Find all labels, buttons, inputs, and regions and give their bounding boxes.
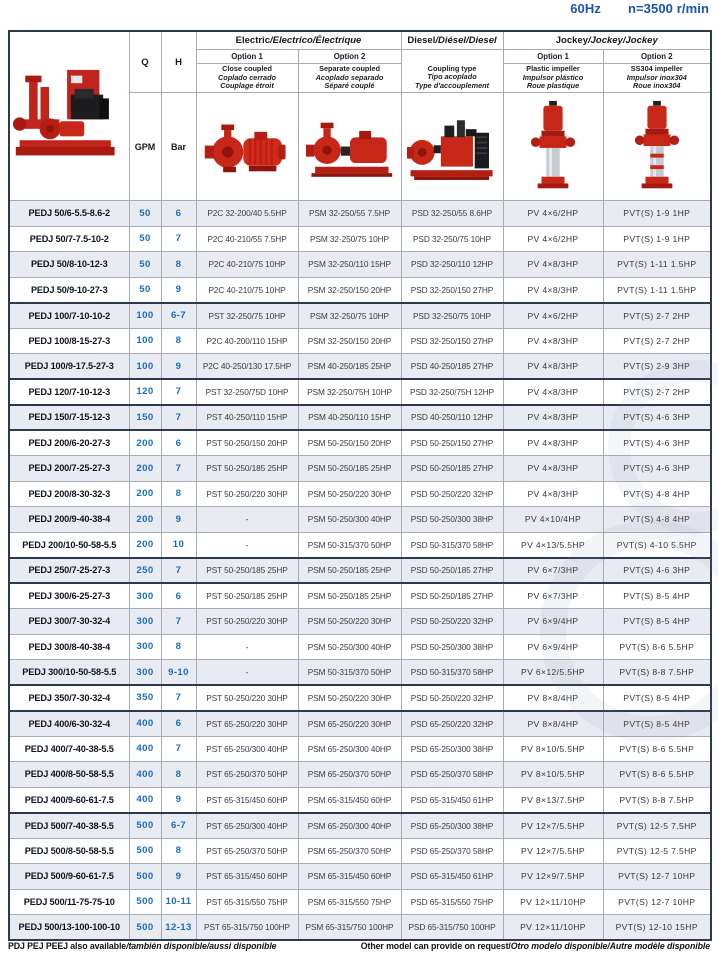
model-cell: PEDJ 400/8-50-58-5.5 — [9, 762, 129, 788]
q-value-cell: 500 — [129, 864, 161, 890]
electric-option1-cell: P2C 40-210/75 10HP — [196, 277, 298, 303]
electric-option1-cell: PST 50-250/220 30HP — [196, 685, 298, 711]
table-row — [9, 456, 711, 482]
model-cell: PEDJ 50/9-10-27-3 — [9, 277, 129, 303]
q-value-cell: 250 — [129, 558, 161, 584]
jockey-option2-cell: PVT(S) 8-6 5.5HP — [603, 634, 711, 660]
table-row — [9, 685, 711, 711]
q-value-cell: 400 — [129, 711, 161, 737]
q-value-cell: 400 — [129, 736, 161, 762]
jockey-ss304-photo-cell — [603, 93, 711, 201]
q-value-cell: 300 — [129, 609, 161, 635]
electric-option1-cell: PST 50-250/185 25HP — [196, 583, 298, 609]
electric-option1-cell: PST 50-250/220 30HP — [196, 609, 298, 635]
table-row — [9, 634, 711, 660]
jockey-option1-cell: PV 4×8/3HP — [503, 354, 603, 380]
table-row — [9, 558, 711, 584]
page-header-info — [570, 1, 709, 16]
jockey-option1-cell: PV 4×10/4HP — [503, 507, 603, 533]
footer-notes — [8, 941, 710, 951]
h-value-cell: 7 — [161, 685, 196, 711]
electric-option1-cell: PST 65-250/300 40HP — [196, 813, 298, 839]
electric-group-header: Electric/Electrico/Électrique — [196, 31, 401, 50]
h-value-cell: 7 — [161, 456, 196, 482]
table-row — [9, 864, 711, 890]
jockey-option2-cell: PVT(S) 8-6 5.5HP — [603, 736, 711, 762]
q-value-cell: 100 — [129, 328, 161, 354]
coupling-type-description: Coupling type Tipo acoplado Type d'accouplement — [401, 64, 503, 93]
jockey-option1-cell: PV 8×8/4HP — [503, 685, 603, 711]
h-value-cell: 12-13 — [161, 915, 196, 941]
table-row — [9, 252, 711, 278]
jockey-option2-cell: PVT(S) 8-8 7.5HP — [603, 660, 711, 686]
jockey-ss304-pump-photo — [630, 99, 684, 195]
table-row — [9, 711, 711, 737]
jockey-option2-cell: PVT(S) 2-9 3HP — [603, 354, 711, 380]
h-value-cell: 9 — [161, 507, 196, 533]
electric-option2-cell: PSM 50-250/220 30HP — [298, 609, 401, 635]
diesel-cell: PSD 40-250/185 27HP — [401, 354, 503, 380]
electric-option2-cell: PSM 50-315/370 50HP — [298, 660, 401, 686]
h-value-cell: 8 — [161, 328, 196, 354]
table-row — [9, 838, 711, 864]
spec-table-body — [9, 201, 711, 941]
diesel-cell: PSD 50-250/150 27HP — [401, 430, 503, 456]
diesel-cell: PSD 50-315/370 58HP — [401, 660, 503, 686]
diesel-cell: PSD 32-250/75 10HP — [401, 226, 503, 252]
q-value-cell: 100 — [129, 354, 161, 380]
q-value-cell: 500 — [129, 838, 161, 864]
q-value-cell: 100 — [129, 303, 161, 329]
gpm-unit-header: GPM — [129, 93, 161, 201]
diesel-cell: PSD 32-250/55 8.6HP — [401, 201, 503, 227]
electric-option2-cell: PSM 40-250/110 15HP — [298, 405, 401, 431]
model-cell: PEDJ 200/8-30-32-3 — [9, 481, 129, 507]
electric-option2-cell: PSM 32-250/110 15HP — [298, 252, 401, 278]
electric-option2-cell: PSM 65-250/300 40HP — [298, 813, 401, 839]
table-row — [9, 787, 711, 813]
model-cell: PEDJ 350/7-30-32-4 — [9, 685, 129, 711]
electric-option1-cell: - — [196, 507, 298, 533]
h-value-cell: 9 — [161, 787, 196, 813]
electric-option1-cell: - — [196, 532, 298, 558]
jockey-option1-cell: PV 6×7/3HP — [503, 558, 603, 584]
pump-spec-table — [8, 30, 712, 941]
jockey-option1-cell: PV 4×8/3HP — [503, 405, 603, 431]
separate-coupled-pump-photo — [303, 108, 397, 186]
electric-option1-cell: PST 50-250/185 25HP — [196, 558, 298, 584]
jockey-option1-cell: PV 4×6/2HP — [503, 303, 603, 329]
electric-option2-header: Option 2 — [298, 50, 401, 64]
model-cell: PEDJ 500/11-75-75-10 — [9, 889, 129, 915]
jockey-option2-cell: PVT(S) 1-9 1HP — [603, 201, 711, 227]
table-row — [9, 583, 711, 609]
q-value-cell: 500 — [129, 813, 161, 839]
electric-option2-cell: PSM 50-250/185 25HP — [298, 558, 401, 584]
electric-option2-cell: PSM 40-250/185 25HP — [298, 354, 401, 380]
jockey-option2-cell: PVT(S) 1-11 1.5HP — [603, 252, 711, 278]
jockey-option2-cell: PVT(S) 8-5 4HP — [603, 583, 711, 609]
table-row — [9, 532, 711, 558]
table-row — [9, 915, 711, 941]
electric-option2-cell: PSM 65-250/220 30HP — [298, 711, 401, 737]
h-value-cell: 8 — [161, 838, 196, 864]
electric-option2-cell: PSM 50-250/300 40HP — [298, 507, 401, 533]
electric-option1-cell: PST 65-315/750 100HP — [196, 915, 298, 941]
diesel-cell: PSD 32-250/110 12HP — [401, 252, 503, 278]
bar-unit-header: Bar — [161, 93, 196, 201]
h-value-cell: 6-7 — [161, 813, 196, 839]
jockey-option2-cell: PVT(S) 2-7 2HP — [603, 328, 711, 354]
jockey-option2-cell: PVT(S) 8-8 7.5HP — [603, 787, 711, 813]
jockey-option2-header: Option 2 — [603, 50, 711, 64]
jockey-option2-cell: PVT(S) 12-7 10HP — [603, 864, 711, 890]
model-cell: PEDJ 400/6-30-32-4 — [9, 711, 129, 737]
jockey-option2-cell: PVT(S) 8-6 5.5HP — [603, 762, 711, 788]
jockey-option2-cell: PVT(S) 1-9 1HP — [603, 226, 711, 252]
electric-option2-cell: PSM 32-250/150 20HP — [298, 277, 401, 303]
electric-option1-cell: PST 50-250/220 30HP — [196, 481, 298, 507]
electric-option1-cell: P2C 32-200/40 5.5HP — [196, 201, 298, 227]
diesel-cell: PSD 65-315/450 61HP — [401, 864, 503, 890]
electric-option2-cell: PSM 50-250/300 40HP — [298, 634, 401, 660]
jockey-group-header: Jockey/Jockey/Jockey — [503, 31, 711, 50]
model-cell: PEDJ 200/7-25-27-3 — [9, 456, 129, 482]
table-row — [9, 405, 711, 431]
jockey-option1-cell: PV 6×9/4HP — [503, 609, 603, 635]
separate-coupled-photo-cell — [298, 93, 401, 201]
table-row — [9, 609, 711, 635]
jockey-option2-cell: PVT(S) 8-5 4HP — [603, 609, 711, 635]
jockey-option1-cell: PV 12×11/10HP — [503, 889, 603, 915]
electric-option2-cell: PSM 65-315/450 60HP — [298, 787, 401, 813]
electric-option1-cell: PST 65-250/220 30HP — [196, 711, 298, 737]
ss304-impeller-description: SS304 impeller Impulsor inox304 Roue inox304 — [603, 64, 711, 93]
table-row — [9, 813, 711, 839]
model-cell: PEDJ 120/7-10-12-3 — [9, 379, 129, 405]
jockey-option1-cell: PV 12×7/5.5HP — [503, 813, 603, 839]
table-row — [9, 736, 711, 762]
h-column-header: H — [161, 31, 196, 93]
h-value-cell: 7 — [161, 226, 196, 252]
jockey-option2-cell: PVT(S) 8-5 4HP — [603, 711, 711, 737]
q-value-cell: 400 — [129, 762, 161, 788]
h-value-cell: 10 — [161, 532, 196, 558]
q-value-cell: 200 — [129, 430, 161, 456]
model-cell: PEDJ 400/9-60-61-7.5 — [9, 787, 129, 813]
electric-option2-cell: PSM 32-250/150 20HP — [298, 328, 401, 354]
jockey-option1-cell: PV 6×7/3HP — [503, 583, 603, 609]
model-cell: PEDJ 400/7-40-38-5.5 — [9, 736, 129, 762]
jockey-option1-cell: PV 12×7/5.5HP — [503, 838, 603, 864]
jockey-option1-cell: PV 4×8/3HP — [503, 456, 603, 482]
electric-option2-cell: PSM 50-250/185 25HP — [298, 456, 401, 482]
electric-option1-cell: PST 40-250/110 15HP — [196, 405, 298, 431]
jockey-option2-cell: PVT(S) 4-6 3HP — [603, 456, 711, 482]
model-cell: PEDJ 500/13-100-100-10 — [9, 915, 129, 941]
table-row — [9, 354, 711, 380]
electric-option1-header: Option 1 — [196, 50, 298, 64]
jockey-option1-cell: PV 8×10/5.5HP — [503, 736, 603, 762]
fire-pump-set-photo — [12, 65, 126, 167]
q-value-cell: 50 — [129, 277, 161, 303]
jockey-option2-cell: PVT(S) 2-7 2HP — [603, 379, 711, 405]
jockey-option2-cell: PVT(S) 2-7 2HP — [603, 303, 711, 329]
diesel-cell: PSD 50-315/370 58HP — [401, 532, 503, 558]
electric-option1-cell: PST 50-250/150 20HP — [196, 430, 298, 456]
h-value-cell: 9 — [161, 277, 196, 303]
h-value-cell: 7 — [161, 558, 196, 584]
diesel-cell: PSD 50-250/185 27HP — [401, 583, 503, 609]
electric-option2-cell: PSM 65-315/450 60HP — [298, 864, 401, 890]
footer-right-note: Other model can provide on request/Otro modelo disponible/Autre modèle disponible — [360, 941, 710, 951]
close-coupled-photo-cell — [196, 93, 298, 201]
h-value-cell: 9 — [161, 354, 196, 380]
diesel-cell: PSD 65-250/300 38HP — [401, 736, 503, 762]
electric-option2-cell: PSM 50-315/370 50HP — [298, 532, 401, 558]
diesel-cell: PSD 50-250/220 32HP — [401, 685, 503, 711]
electric-option2-cell: PSM 32-250/75H 10HP — [298, 379, 401, 405]
diesel-cell: PSD 32-250/150 27HP — [401, 277, 503, 303]
electric-option1-cell: PST 65-250/370 50HP — [196, 838, 298, 864]
q-value-cell: 150 — [129, 405, 161, 431]
jockey-option2-cell: PVT(S) 4-8 4HP — [603, 507, 711, 533]
model-cell: PEDJ 100/9-17.5-27-3 — [9, 354, 129, 380]
jockey-option1-header: Option 1 — [503, 50, 603, 64]
diesel-pump-photo — [404, 106, 500, 188]
jockey-option1-cell: PV 4×8/3HP — [503, 252, 603, 278]
model-cell: PEDJ 50/8-10-12-3 — [9, 252, 129, 278]
diesel-cell: PSD 50-250/220 32HP — [401, 609, 503, 635]
electric-option1-cell: P2C 40-250/130 17.5HP — [196, 354, 298, 380]
q-value-cell: 300 — [129, 660, 161, 686]
jockey-option2-cell: PVT(S) 4-6 3HP — [603, 405, 711, 431]
model-cell: PEDJ 200/6-20-27-3 — [9, 430, 129, 456]
electric-option2-cell: PSM 32-250/55 7.5HP — [298, 201, 401, 227]
h-value-cell: 7 — [161, 405, 196, 431]
diesel-cell: PSD 65-250/370 58HP — [401, 838, 503, 864]
jockey-option2-cell: PVT(S) 4-8 4HP — [603, 481, 711, 507]
jockey-option1-cell: PV 4×8/3HP — [503, 328, 603, 354]
electric-option1-cell: PST 65-250/370 50HP — [196, 762, 298, 788]
model-cell: PEDJ 200/9-40-38-4 — [9, 507, 129, 533]
diesel-cell: PSD 32-250/75 10HP — [401, 303, 503, 329]
electric-option1-cell: PST 50-250/185 25HP — [196, 456, 298, 482]
electric-option1-cell: P2C 40-210/75 10HP — [196, 252, 298, 278]
diesel-cell: PSD 50-250/300 38HP — [401, 507, 503, 533]
jockey-option2-cell: PVT(S) 1-11 1.5HP — [603, 277, 711, 303]
table-row — [9, 379, 711, 405]
diesel-cell: PSD 50-250/185 27HP — [401, 558, 503, 584]
diesel-option-spacer — [401, 50, 503, 64]
electric-option2-cell: PSM 50-250/220 30HP — [298, 481, 401, 507]
jockey-option1-cell: PV 6×12/5.5HP — [503, 660, 603, 686]
jockey-option2-cell: PVT(S) 12-5 7.5HP — [603, 838, 711, 864]
table-row — [9, 660, 711, 686]
q-value-cell: 500 — [129, 915, 161, 941]
model-cell: PEDJ 500/7-40-38-5.5 — [9, 813, 129, 839]
electric-option1-cell: - — [196, 634, 298, 660]
diesel-photo-cell — [401, 93, 503, 201]
jockey-option1-cell: PV 8×8/4HP — [503, 711, 603, 737]
h-value-cell: 6 — [161, 711, 196, 737]
h-value-cell: 6 — [161, 430, 196, 456]
electric-option1-cell: P2C 40-200/110 15HP — [196, 328, 298, 354]
h-value-cell: 7 — [161, 379, 196, 405]
q-column-header: Q — [129, 31, 161, 93]
jockey-option1-cell: PV 4×8/3HP — [503, 430, 603, 456]
table-row — [9, 303, 711, 329]
q-value-cell: 350 — [129, 685, 161, 711]
diesel-cell: PSD 65-315/750 100HP — [401, 915, 503, 941]
jockey-plastic-pump-photo — [526, 99, 580, 195]
jockey-option1-cell: PV 12×9/7.5HP — [503, 864, 603, 890]
jockey-option1-cell: PV 4×8/3HP — [503, 379, 603, 405]
q-value-cell: 50 — [129, 252, 161, 278]
jockey-option1-cell: PV 4×8/3HP — [503, 481, 603, 507]
electric-option2-cell: PSM 65-250/370 50HP — [298, 762, 401, 788]
model-cell: PEDJ 50/7-7.5-10-2 — [9, 226, 129, 252]
model-cell: PEDJ 50/6-5.5-8.6-2 — [9, 201, 129, 227]
h-value-cell: 8 — [161, 762, 196, 788]
h-value-cell: 9 — [161, 864, 196, 890]
jockey-option1-cell: PV 4×13/5.5HP — [503, 532, 603, 558]
h-value-cell: 7 — [161, 736, 196, 762]
jockey-option2-cell: PVT(S) 4-10 5.5HP — [603, 532, 711, 558]
separate-coupled-description: Separate coupled Acoplado separado Séparé couplé — [298, 64, 401, 93]
jockey-option1-cell: PV 6×9/4HP — [503, 634, 603, 660]
model-cell: PEDJ 300/8-40-38-4 — [9, 634, 129, 660]
table-row — [9, 889, 711, 915]
electric-option2-cell: PSM 65-315/550 75HP — [298, 889, 401, 915]
electric-option2-cell: PSM 50-250/150 20HP — [298, 430, 401, 456]
h-value-cell: 10-11 — [161, 889, 196, 915]
electric-option1-cell: - — [196, 660, 298, 686]
diesel-cell: PSD 32-250/75H 12HP — [401, 379, 503, 405]
h-value-cell: 6 — [161, 201, 196, 227]
diesel-group-header: Diesel/Diésel/Diesel — [401, 31, 503, 50]
model-cell: PEDJ 500/8-50-58-5.5 — [9, 838, 129, 864]
jockey-option2-cell: PVT(S) 4-6 3HP — [603, 430, 711, 456]
electric-option2-cell: PSM 65-250/300 40HP — [298, 736, 401, 762]
footer-left-note: PDJ PEJ PEEJ also available/también disponible/aussi disponible — [8, 941, 277, 951]
jockey-option2-cell: PVT(S) 12-10 15HP — [603, 915, 711, 941]
jockey-option1-cell: PV 8×10/5.5HP — [503, 762, 603, 788]
electric-option2-cell: PSM 50-250/185 25HP — [298, 583, 401, 609]
jockey-option2-cell: PVT(S) 4-6 3HP — [603, 558, 711, 584]
speed-label: n=3500 r/min — [627, 1, 709, 16]
diesel-cell: PSD 40-250/110 12HP — [401, 405, 503, 431]
diesel-cell: PSD 65-250/220 32HP — [401, 711, 503, 737]
q-value-cell: 400 — [129, 787, 161, 813]
q-value-cell: 200 — [129, 532, 161, 558]
jockey-option2-cell: PVT(S) 8-5 4HP — [603, 685, 711, 711]
jockey-option1-cell: PV 8×13/7.5HP — [503, 787, 603, 813]
electric-option1-cell: P2C 40-210/55 7.5HP — [196, 226, 298, 252]
electric-option2-cell: PSM 65-315/750 100HP — [298, 915, 401, 941]
jockey-option1-cell: PV 4×6/2HP — [503, 226, 603, 252]
electric-option1-cell: PST 65-315/450 60HP — [196, 864, 298, 890]
close-coupled-pump-photo — [201, 108, 293, 186]
electric-option1-cell: PST 65-250/300 40HP — [196, 736, 298, 762]
electric-option1-cell: PST 65-315/550 75HP — [196, 889, 298, 915]
q-value-cell: 200 — [129, 507, 161, 533]
diesel-cell: PSD 32-250/150 27HP — [401, 328, 503, 354]
table-row — [9, 201, 711, 227]
q-value-cell: 120 — [129, 379, 161, 405]
model-cell: PEDJ 500/9-60-61-7.5 — [9, 864, 129, 890]
electric-option2-cell: PSM 50-250/220 30HP — [298, 685, 401, 711]
diesel-cell: PSD 65-250/300 38HP — [401, 813, 503, 839]
jockey-option2-cell: PVT(S) 12-5 7.5HP — [603, 813, 711, 839]
table-row — [9, 507, 711, 533]
h-value-cell: 6 — [161, 583, 196, 609]
model-cell: PEDJ 250/7-25-27-3 — [9, 558, 129, 584]
model-cell: PEDJ 100/7-10-10-2 — [9, 303, 129, 329]
h-value-cell: 8 — [161, 634, 196, 660]
electric-option2-cell: PSM 32-250/75 10HP — [298, 303, 401, 329]
jockey-option1-cell: PV 4×8/3HP — [503, 277, 603, 303]
diesel-cell: PSD 50-250/185 27HP — [401, 456, 503, 482]
electric-option2-cell: PSM 65-250/370 50HP — [298, 838, 401, 864]
q-value-cell: 50 — [129, 226, 161, 252]
table-row — [9, 328, 711, 354]
close-coupled-description: Close coupled Coplado cerrado Couplage étroit — [196, 64, 298, 93]
table-row — [9, 481, 711, 507]
diesel-cell: PSD 65-250/370 58HP — [401, 762, 503, 788]
frequency-label: 60Hz — [570, 1, 601, 16]
product-photo-cell — [9, 31, 129, 201]
plastic-impeller-description: Plastic impeller Impulsor plástico Roue plastique — [503, 64, 603, 93]
electric-option1-cell: PST 32-250/75 10HP — [196, 303, 298, 329]
model-cell: PEDJ 300/6-25-27-3 — [9, 583, 129, 609]
h-value-cell: 9-10 — [161, 660, 196, 686]
jockey-plastic-photo-cell — [503, 93, 603, 201]
h-value-cell: 7 — [161, 609, 196, 635]
q-value-cell: 200 — [129, 456, 161, 482]
model-cell: PEDJ 100/8-15-27-3 — [9, 328, 129, 354]
h-value-cell: 8 — [161, 481, 196, 507]
table-row — [9, 762, 711, 788]
h-value-cell: 8 — [161, 252, 196, 278]
table-row — [9, 277, 711, 303]
electric-option1-cell: PST 32-250/75D 10HP — [196, 379, 298, 405]
diesel-cell: PSD 65-315/550 75HP — [401, 889, 503, 915]
diesel-cell: PSD 65-315/450 61HP — [401, 787, 503, 813]
jockey-option1-cell: PV 4×6/2HP — [503, 201, 603, 227]
model-cell: PEDJ 150/7-15-12-3 — [9, 405, 129, 431]
electric-option2-cell: PSM 32-250/75 10HP — [298, 226, 401, 252]
q-value-cell: 200 — [129, 481, 161, 507]
model-cell: PEDJ 300/7-30-32-4 — [9, 609, 129, 635]
q-value-cell: 500 — [129, 889, 161, 915]
diesel-cell: PSD 50-250/300 38HP — [401, 634, 503, 660]
model-cell: PEDJ 300/10-50-58-5.5 — [9, 660, 129, 686]
diesel-cell: PSD 50-250/220 32HP — [401, 481, 503, 507]
jockey-option1-cell: PV 12×11/10HP — [503, 915, 603, 941]
jockey-option2-cell: PVT(S) 12-7 10HP — [603, 889, 711, 915]
model-cell: PEDJ 200/10-50-58-5.5 — [9, 532, 129, 558]
q-value-cell: 300 — [129, 583, 161, 609]
h-value-cell: 6-7 — [161, 303, 196, 329]
q-value-cell: 50 — [129, 201, 161, 227]
q-value-cell: 300 — [129, 634, 161, 660]
table-row — [9, 430, 711, 456]
electric-option1-cell: PST 65-315/450 60HP — [196, 787, 298, 813]
table-row — [9, 226, 711, 252]
